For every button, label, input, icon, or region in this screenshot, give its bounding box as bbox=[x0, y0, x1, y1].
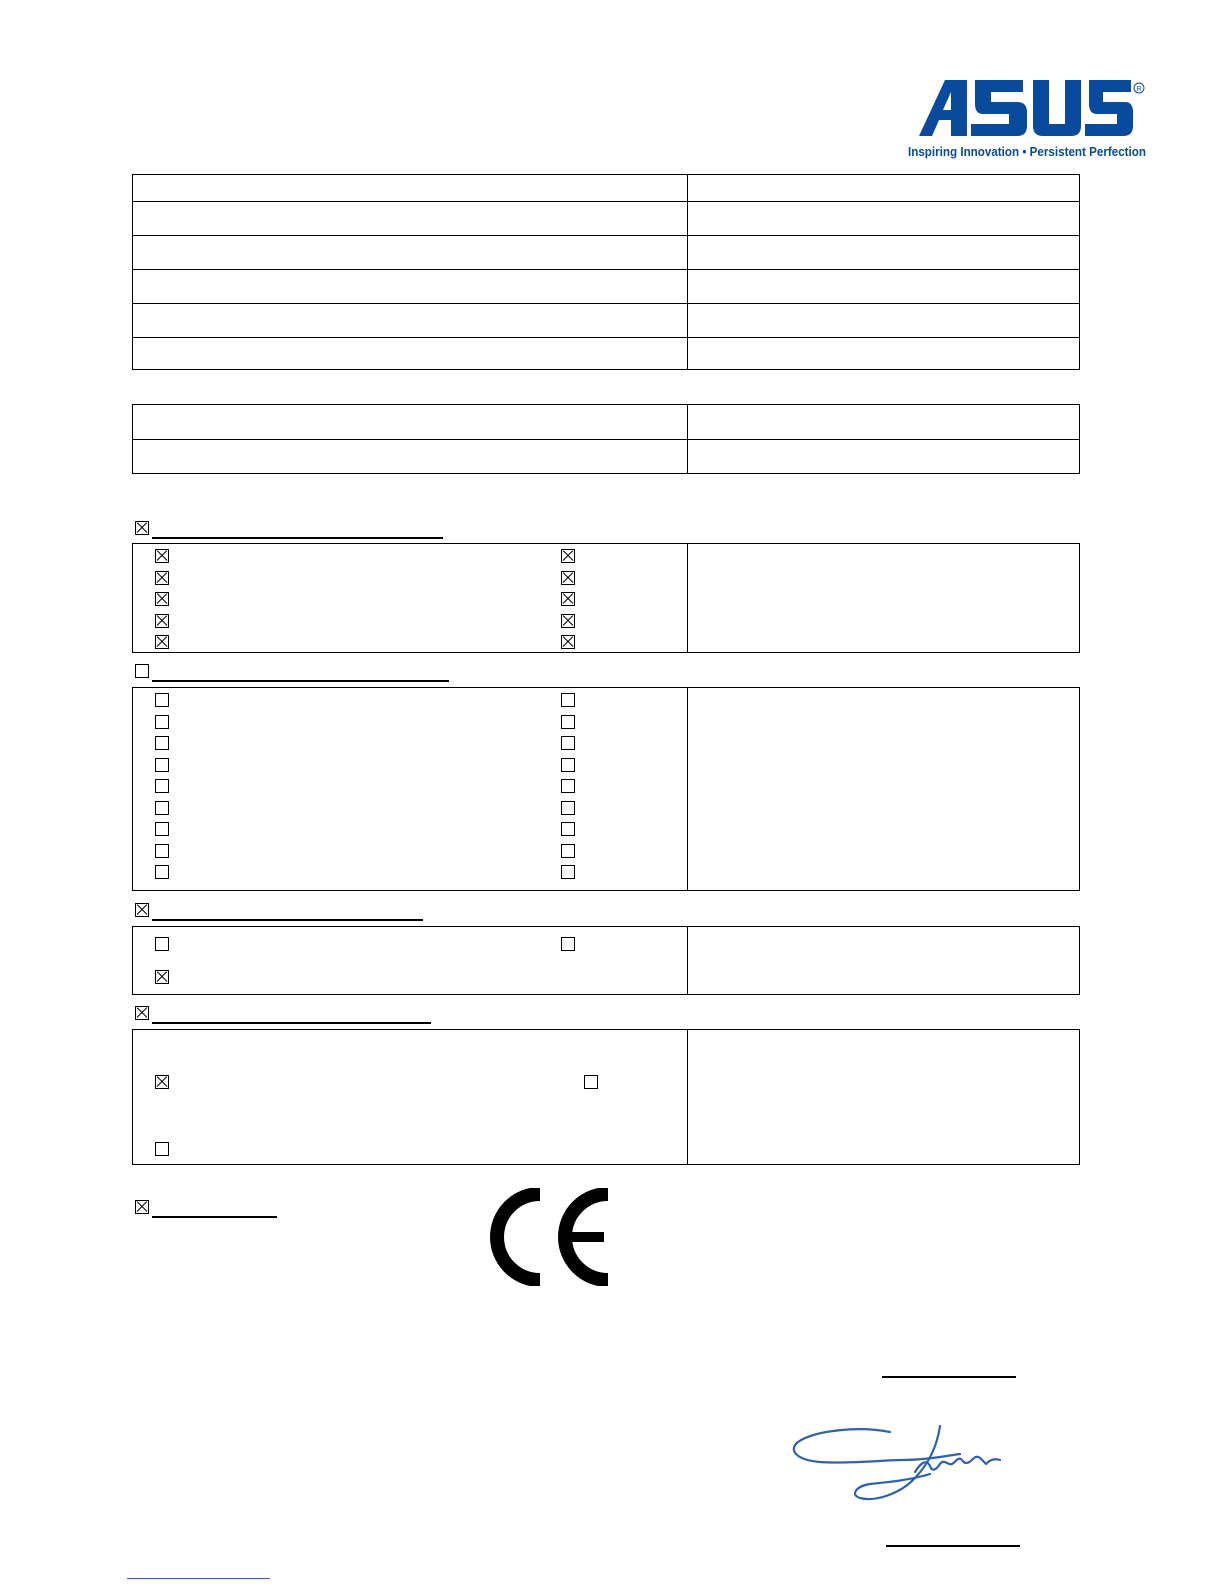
signature bbox=[790, 1420, 1020, 1520]
checkbox[interactable] bbox=[155, 970, 169, 984]
checkbox[interactable] bbox=[155, 736, 169, 750]
checkbox[interactable] bbox=[561, 693, 575, 707]
checkbox[interactable] bbox=[155, 865, 169, 879]
section-1-checkbox[interactable] bbox=[135, 521, 149, 535]
column-divider bbox=[687, 927, 688, 994]
checkbox[interactable] bbox=[561, 937, 575, 951]
checkbox[interactable] bbox=[561, 571, 575, 585]
table-row bbox=[133, 405, 1079, 440]
checkbox[interactable] bbox=[155, 779, 169, 793]
checkbox[interactable] bbox=[155, 693, 169, 707]
column-divider bbox=[687, 688, 688, 890]
table-row bbox=[133, 175, 1079, 202]
section-3-heading-underline bbox=[152, 919, 423, 921]
checkbox[interactable] bbox=[561, 592, 575, 606]
svg-text:R: R bbox=[1136, 86, 1142, 93]
checkbox[interactable] bbox=[561, 758, 575, 772]
checkbox[interactable] bbox=[561, 549, 575, 563]
checkbox[interactable] bbox=[561, 635, 575, 649]
checkbox[interactable] bbox=[155, 592, 169, 606]
section-3-checkbox[interactable] bbox=[135, 903, 149, 917]
checkbox[interactable] bbox=[155, 801, 169, 815]
section-2-heading-underline bbox=[152, 680, 449, 682]
checkbox[interactable] bbox=[155, 758, 169, 772]
checkbox[interactable] bbox=[155, 1142, 169, 1156]
svg-text:Inspiring Innovation • Persist: Inspiring Innovation • Persistent Perfection bbox=[908, 144, 1147, 159]
table-row bbox=[133, 202, 1079, 236]
section-3-box bbox=[132, 926, 1080, 995]
section-4-checkbox[interactable] bbox=[135, 1006, 149, 1020]
checkbox[interactable] bbox=[155, 822, 169, 836]
section-5-heading-underline bbox=[152, 1216, 277, 1218]
date-underline bbox=[882, 1376, 1016, 1378]
checkbox[interactable] bbox=[155, 571, 169, 585]
table-row bbox=[133, 440, 1079, 474]
footer-link-underline[interactable] bbox=[127, 1578, 270, 1579]
section-1-heading-underline bbox=[152, 537, 443, 539]
table-row bbox=[133, 338, 1079, 371]
checkbox[interactable] bbox=[155, 937, 169, 951]
checkbox[interactable] bbox=[561, 715, 575, 729]
checkbox[interactable] bbox=[561, 822, 575, 836]
section-4-box bbox=[132, 1029, 1080, 1165]
section-4-heading-underline bbox=[152, 1022, 431, 1024]
table-row bbox=[133, 236, 1079, 270]
checkbox[interactable] bbox=[584, 1075, 598, 1089]
checkbox[interactable] bbox=[561, 865, 575, 879]
section-2-checkbox[interactable] bbox=[135, 664, 149, 678]
table-row bbox=[133, 304, 1079, 338]
asus-logo bbox=[905, 74, 1150, 166]
checkbox[interactable] bbox=[561, 614, 575, 628]
checkbox[interactable] bbox=[561, 736, 575, 750]
checkbox[interactable] bbox=[561, 801, 575, 815]
info-table-2 bbox=[132, 404, 1080, 474]
checkbox[interactable] bbox=[561, 779, 575, 793]
info-table-1 bbox=[132, 174, 1080, 370]
section-2-box bbox=[132, 687, 1080, 891]
ce-mark bbox=[486, 1188, 618, 1286]
checkbox[interactable] bbox=[155, 1075, 169, 1089]
table-row bbox=[133, 270, 1079, 304]
column-divider bbox=[687, 1030, 688, 1164]
checkbox[interactable] bbox=[155, 635, 169, 649]
section-5-checkbox[interactable] bbox=[135, 1200, 149, 1214]
section-1-box bbox=[132, 543, 1080, 653]
checkbox[interactable] bbox=[155, 614, 169, 628]
checkbox[interactable] bbox=[155, 715, 169, 729]
checkbox[interactable] bbox=[561, 844, 575, 858]
checkbox[interactable] bbox=[155, 549, 169, 563]
column-divider bbox=[687, 544, 688, 652]
signature-underline bbox=[886, 1545, 1020, 1547]
checkbox[interactable] bbox=[155, 844, 169, 858]
